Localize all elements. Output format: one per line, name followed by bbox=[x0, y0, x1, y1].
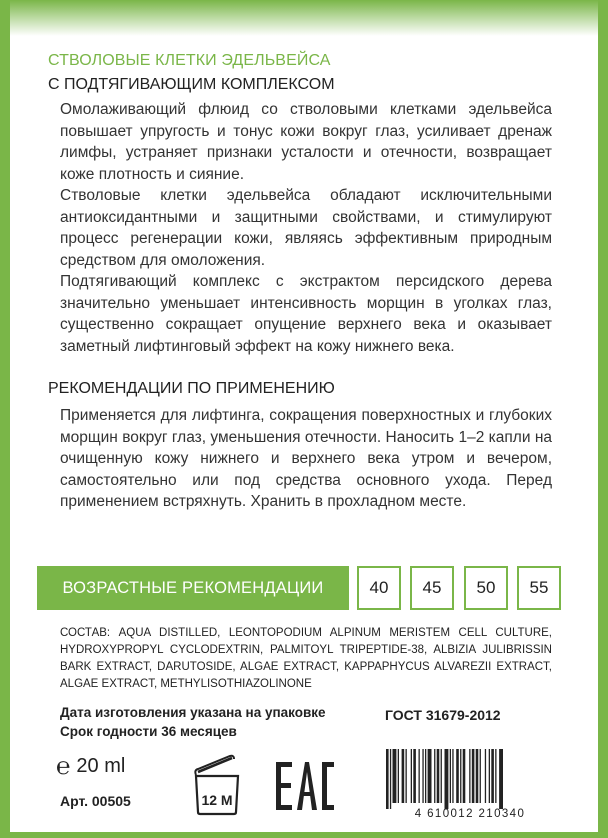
barcode-bar bbox=[472, 749, 475, 803]
age-recommendations-label: ВОЗРАСТНЫЕ РЕКОМЕНДАЦИИ bbox=[37, 566, 349, 610]
barcode-bar bbox=[422, 749, 423, 803]
product-description bbox=[60, 99, 552, 357]
description-paragraph: Подтягивающий комплекс с экстрактом персидского дерева значительно уменьшает интенсивность морщин в уголках глаз, существенно сокращает опущение верхнего века и оказывает заметный лифтинговый эффект на кожу нижнего века. bbox=[60, 273, 552, 355]
recommendations-paragraph: Применяется для лифтинга, сокращения поверхностных и глубоких морщин вокруг глаз, уменьшения отечности. Наносить 1–2 капли на очищенную кожу нижнего и верхнего века утром и вечером, самостоятельно или под средства основного ухода. Перед применением встряхнуть. Хранить в прохладном месте. bbox=[60, 407, 552, 510]
barcode-bar bbox=[463, 749, 466, 803]
barcode-bar bbox=[406, 749, 407, 803]
age-box-55: 55 bbox=[517, 566, 561, 610]
product-title: СТВОЛОВЫЕ КЛЕТКИ ЭДЕЛЬВЕЙСА bbox=[48, 52, 331, 69]
estimated-sign-icon: ℮ bbox=[56, 752, 71, 780]
barcode-bar bbox=[485, 749, 486, 803]
barcode-bar bbox=[450, 749, 451, 803]
barcode-bar bbox=[386, 749, 389, 809]
volume bbox=[56, 754, 125, 778]
description-paragraph: Стволовые клетки эдельвейса обладают исключительными антиоксидантными и защитными свойствами, и стимулируют процесс регенерации кожи, являясь эффективным природным средством для омоложения. bbox=[60, 187, 552, 269]
barcode-bar bbox=[411, 749, 412, 803]
barcode-bar bbox=[460, 749, 461, 803]
pao-jar-icon bbox=[186, 754, 248, 818]
pao-label: 12 M bbox=[201, 792, 233, 808]
barcode-bar bbox=[469, 749, 470, 803]
description-paragraph: Омолаживающий флюид со стволовыми клетками эдельвейса повышает упругость и тонус кожи вокруг глаз, усиливает дренаж лимфы, устраняет признаки усталости и отечности, возвращает коже плотность и сияние. bbox=[60, 101, 552, 183]
manufacture-date: Дата изготовления указана на упаковке bbox=[60, 705, 326, 720]
barcode-bar bbox=[402, 749, 405, 803]
shelf-life: Срок годности 36 месяцев bbox=[60, 724, 237, 739]
barcode-bar bbox=[476, 749, 479, 803]
volume-value: 20 ml bbox=[76, 754, 126, 777]
barcode-bar bbox=[480, 749, 481, 803]
barcode-bar bbox=[495, 749, 496, 803]
barcode-bar bbox=[398, 749, 399, 803]
barcode-bar bbox=[434, 749, 435, 803]
barcode-bar bbox=[491, 749, 494, 803]
barcode-bar bbox=[419, 749, 420, 803]
article-number: Арт. 00505 bbox=[60, 793, 131, 809]
age-box-40: 40 bbox=[357, 566, 401, 610]
recommendations-heading: РЕКОМЕНДАЦИИ ПО ПРИМЕНЕНИЮ bbox=[48, 380, 335, 397]
barcode-bar bbox=[499, 749, 503, 809]
barcode-bar bbox=[489, 749, 490, 803]
barcode-bar bbox=[393, 749, 397, 803]
barcode-bar bbox=[452, 749, 453, 803]
composition bbox=[60, 625, 552, 693]
composition-text: СОСТАВ: AQUA DISTILLED, LEONTOPODIUM ALPINUM MERISTEM CELL CULTURE, HYDROXYPROPYL CYCLODEXTRIN, PALMITOYL TRIPEPTIDE-38, ALBIZIA JULIBRISSIN BARK EXTRACT, DARUTOSIDE, ALGAE EXTRACT, KAPPAPHYCUS ALVAREZII EXTRACT, ALGAE EXTRACT, METHYLISOTHIAZOLINONE bbox=[60, 627, 552, 690]
age-box-50: 50 bbox=[464, 566, 508, 610]
barcode-digits: 4 610012 210340 bbox=[414, 808, 526, 819]
barcode-icon bbox=[374, 747, 556, 819]
eac-mark-icon bbox=[276, 762, 334, 810]
barcode-bar bbox=[428, 749, 432, 803]
barcode-bar bbox=[390, 749, 391, 809]
barcode-bar bbox=[456, 749, 459, 803]
barcode-bar bbox=[437, 749, 440, 803]
recommendations-text bbox=[60, 405, 552, 513]
gost-standard: ГОСТ 31679-2012 bbox=[385, 707, 501, 723]
barcode-bar bbox=[441, 749, 442, 803]
barcode-bar bbox=[413, 749, 416, 803]
age-box-45: 45 bbox=[410, 566, 454, 610]
barcode-bar bbox=[445, 749, 449, 809]
barcode-bar bbox=[425, 749, 426, 803]
product-subtitle: С ПОДТЯГИВАЮЩИМ КОМПЛЕКСОМ bbox=[48, 76, 335, 93]
